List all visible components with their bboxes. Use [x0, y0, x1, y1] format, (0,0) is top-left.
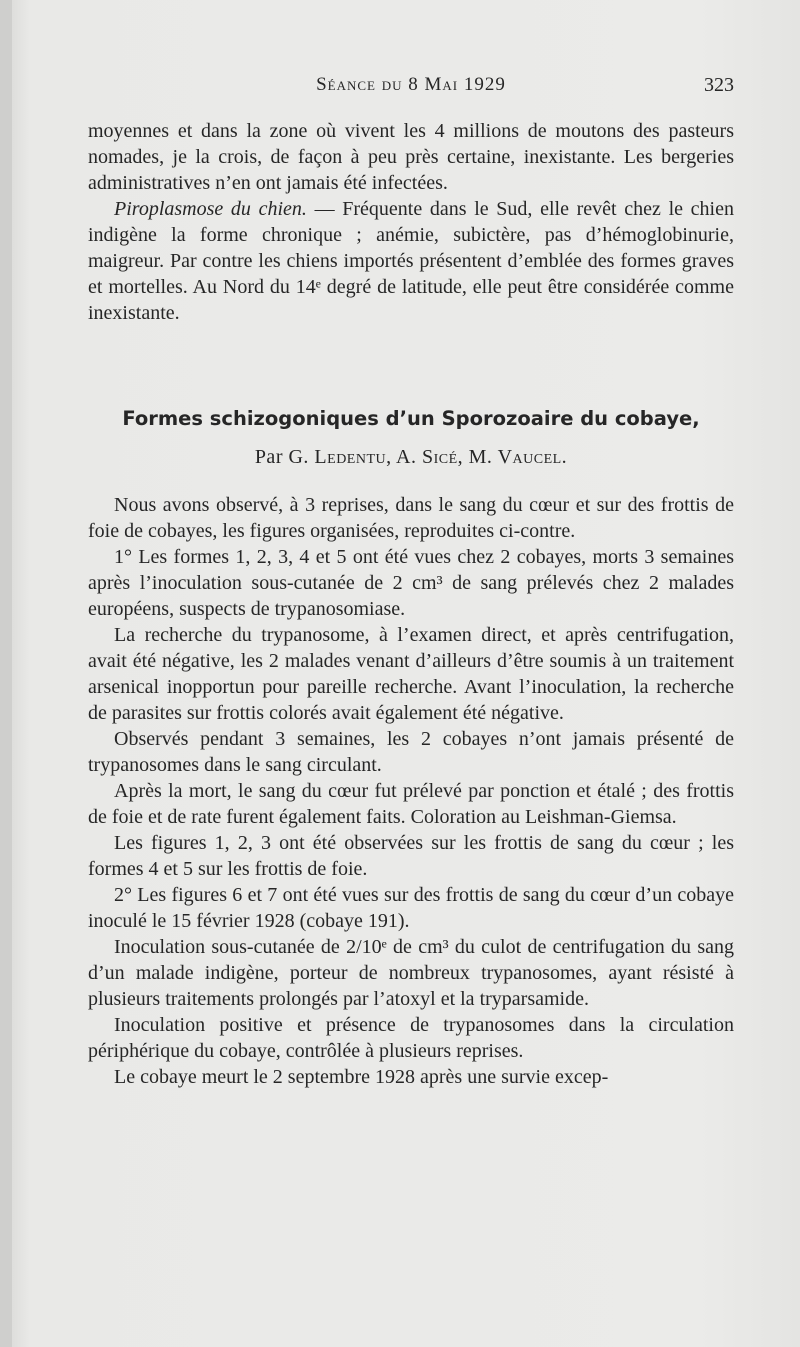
running-head: Séance du 8 Mai 1929	[316, 74, 506, 95]
article-authors	[88, 444, 734, 470]
article-paragraph: Observés pendant 3 semaines, les 2 cobayes n’ont jamais présenté de trypanosomes dans le sang circulant.	[88, 728, 734, 776]
article-paragraph: La recherche du trypanosome, à l’examen direct, et après centrifugation, avait été négative, les 2 malades venant d’ailleurs d’être soumis à un traitement arsenical inopportun pour pareille recherche. Avant l’inoculation, la recherche de parasites sur frottis colorés avait également été négative.	[88, 624, 734, 724]
piroplasmose-title: Piroplasmose du chien.	[114, 198, 307, 220]
article-title: Formes schizogoniques d’un Sporozoaire du cobaye,	[122, 407, 700, 430]
authors-prefix: Par	[254, 446, 283, 468]
article-paragraph: Le cobaye meurt le 2 septembre 1928 après une survie excep-	[114, 1066, 609, 1088]
continuation-paragraph: moyennes et dans la zone où vivent les 4 millions de moutons des pasteurs nomades, je la crois, de façon à peu près certaine, inexistante. Les bergeries administratives n’en ont jamais été infectées.	[88, 120, 734, 194]
article-paragraph: Après la mort, le sang du cœur fut prélevé par ponction et étalé ; des frottis de foie et de rate furent également faits. Coloration au Leishman-Giemsa.	[88, 780, 734, 828]
section-separator	[88, 326, 734, 406]
article-paragraph: Les figures 1, 2, 3 ont été observées sur les frottis de sang du cœur ; les formes 4 et 5 sur les frottis de foie.	[88, 832, 734, 880]
article-paragraph: Inoculation positive et présence de trypanosomes dans la circulation périphérique du cobaye, contrôlée à plusieurs reprises.	[88, 1014, 734, 1062]
article-paragraph: Inoculation sous-cutanée de 2/10ᵉ de cm³ du culot de centrifugation du sang d’un malade indigène, porteur de nombreux trypanosomes, ayant résisté à plusieurs traitements prolongés par l’atoxyl et la tryparsamide.	[88, 936, 734, 1010]
page-body	[88, 118, 734, 1090]
page-number: 323	[704, 74, 734, 96]
article-paragraph: 2° Les figures 6 et 7 ont été vues sur des frottis de sang du cœur d’un cobaye inoculé le 15 février 1928 (cobaye 191).	[88, 884, 734, 932]
article-paragraph: 1° Les formes 1, 2, 3, 4 et 5 ont été vues chez 2 cobayes, morts 3 semaines après l’inoculation sous-cutanée de 2 cm³ de sang prélevés chez 2 malades européens, suspects de trypanosomiase.	[88, 546, 734, 620]
page-header	[88, 68, 734, 98]
piroplasmose-paragraph	[88, 196, 734, 326]
piroplasmose-text: — Fréquente dans le Sud, elle revêt chez le chien indigène la forme chronique ; anémie, subictère, pas d’hémoglobinurie, maigreur. Par contre les chiens importés présentent d’emblée des formes graves et mortelles. Au Nord du 14ᵉ degré de latitude, elle peut être considérée comme inexistante.	[88, 198, 734, 324]
article-paragraph: Nous avons observé, à 3 reprises, dans le sang du cœur et sur des frottis de foie de cobayes, les figures organisées, reproduites ci-contre.	[88, 494, 734, 542]
authors-names: G. Ledentu, A. Sicé, M. Vaucel.	[288, 446, 568, 468]
page-binding-edge	[0, 0, 12, 1347]
